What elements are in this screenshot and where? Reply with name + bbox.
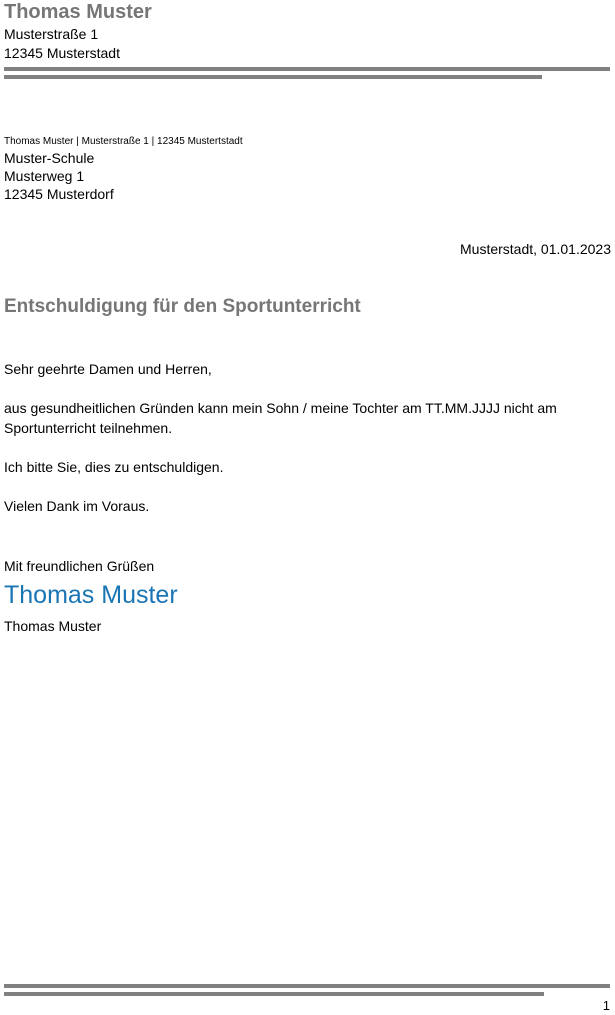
signer-name: Thomas Muster <box>4 618 102 634</box>
recipient-city: 12345 Musterdorf <box>4 186 114 202</box>
body-paragraph-2: Ich bitte Sie, dies zu entschuldigen. <box>4 459 224 475</box>
sender-name: Thomas Muster <box>4 1 152 23</box>
recipient-name: Muster-Schule <box>4 150 95 166</box>
return-address-line: Thomas Muster | Musterstraße 1 | 12345 Mustertstadt <box>4 136 243 147</box>
salutation: Sehr geehrte Damen und Herren, <box>4 361 212 377</box>
body-paragraph-1: aus gesundheitlichen Gründen kann mein Sohn / meine Tochter am TT.MM.JJJJ nicht am Sportunterricht teilnehmen. <box>4 400 557 436</box>
header-rule-long <box>4 67 610 71</box>
header-rule-short <box>4 75 542 79</box>
footer-rule-long <box>4 984 610 988</box>
page-number: 1 <box>602 998 610 1013</box>
signature: Thomas Muster <box>4 581 178 609</box>
closing: Mit freundlichen Grüßen <box>4 558 155 574</box>
body-paragraph-3: Vielen Dank im Voraus. <box>4 498 150 514</box>
recipient-street: Musterweg 1 <box>4 168 85 184</box>
footer-rule-short <box>4 992 544 996</box>
subject-heading: Entschuldigung für den Sportunterricht <box>4 296 361 317</box>
sender-city: 12345 Musterstadt <box>4 45 120 61</box>
date-line: Musterstadt, 01.01.2023 <box>460 241 611 257</box>
sender-street: Musterstraße 1 <box>4 26 99 42</box>
